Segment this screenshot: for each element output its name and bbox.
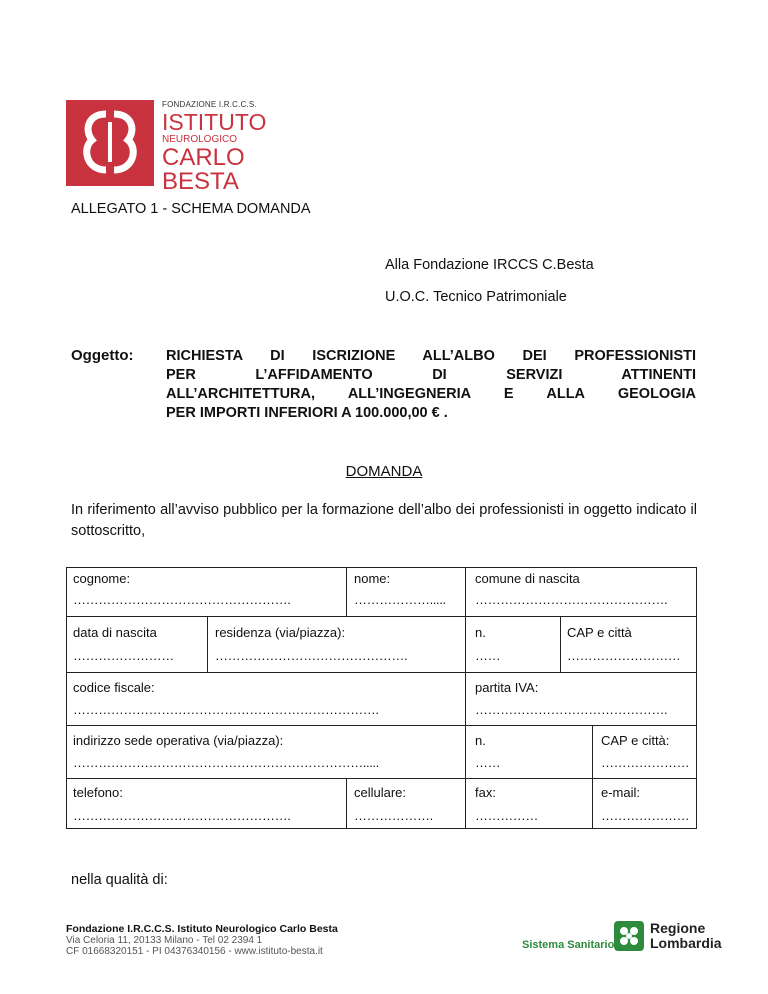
label-sede-operativa: indirizzo sede operativa (via/piazza): [73, 733, 284, 748]
oggetto-line4: PER IMPORTI INFERIORI A 100.000,00 € . [166, 405, 448, 421]
recipient-line1: Alla Fondazione IRCCS C.Besta [385, 257, 594, 273]
field-cap-citta[interactable]: ……………………… [567, 648, 681, 663]
oggetto-line3: ALL’ARCHITETTURA, ALL’INGEGNERIA E ALLA GEOLOGIA [166, 386, 696, 402]
allegato-title: ALLEGATO 1 - SCHEMA DOMANDA [71, 201, 311, 217]
label-cap-citta: CAP e città [567, 625, 632, 640]
label-data-nascita: data di nascita [73, 625, 157, 640]
footer-fiscal-line: CF 01668320151 - PI 04376340156 - www.istituto-besta.it [66, 946, 323, 957]
oggetto-line1: RICHIESTA DI ISCRIZIONE ALL’ALBO DEI PROFESSIONISTI [166, 348, 696, 364]
footer-address [66, 924, 338, 957]
field-cap-citta-sede[interactable]: ………………… [601, 755, 690, 770]
regione-label: Regione [650, 920, 706, 936]
sistema-sanitario-label: Sistema Sanitario [522, 939, 615, 951]
oggetto-label: Oggetto: [71, 347, 134, 364]
label-numero-sede: n. [475, 733, 486, 748]
intro-paragraph: In riferimento all’avviso pubblico per la formazione dell’albo dei professionisti in oggetto indicato il sottoscritto, [71, 502, 697, 539]
logo-line5: BESTA [162, 168, 239, 195]
footer-institution: Fondazione I.R.C.C.S. Istituto Neurologico Carlo Besta [66, 923, 338, 935]
regione-lombardia-logo [650, 921, 722, 951]
field-partita-iva[interactable]: ………………………………………. [475, 702, 668, 717]
footer-address-line: Via Celoria 11, 20133 Milano - Tel 02 2394 1 [66, 935, 263, 946]
logo-line3: NEUROLOGICO [162, 134, 238, 145]
recipient-line2: U.O.C. Tecnico Patrimoniale [385, 289, 567, 305]
label-telefono: telefono: [73, 785, 123, 800]
field-sede-operativa[interactable]: ……………………………………………………………..... [73, 755, 379, 770]
field-fax[interactable]: …………… [475, 808, 539, 823]
label-cellulare: cellulare: [354, 785, 407, 800]
field-numero[interactable]: …… [475, 648, 501, 663]
besta-logo-mark [66, 100, 154, 186]
qualita-label: nella qualità di: [71, 872, 168, 888]
field-comune-nascita[interactable]: ………………………………………. [475, 592, 668, 607]
label-numero: n. [475, 625, 486, 640]
label-nome: nome: [354, 571, 391, 586]
label-cap-citta-sede: CAP e città: [601, 733, 670, 748]
label-cognome: cognome: [73, 571, 131, 586]
field-residenza[interactable]: ………………………………………. [215, 648, 408, 663]
logo-line2: ISTITUTO [162, 109, 267, 135]
logo-line4: CARLO [162, 144, 245, 171]
field-telefono[interactable]: ……………………………………………. [73, 808, 291, 823]
label-comune-nascita: comune di nascita [475, 571, 580, 586]
field-nome[interactable]: ………………..... [354, 592, 446, 607]
logo-line1: FONDAZIONE I.R.C.C.S. [162, 100, 257, 109]
field-codice-fiscale[interactable]: ………………………………………………………………. [73, 702, 379, 717]
label-partita-iva: partita IVA: [475, 680, 539, 695]
field-data-nascita[interactable]: …………………… [73, 648, 174, 663]
applicant-form [66, 567, 697, 829]
label-email: e-mail: [601, 785, 641, 800]
field-cellulare[interactable]: ………………. [354, 808, 433, 823]
domanda-title: DOMANDA [345, 463, 423, 480]
lombardia-label: Lombardia [650, 935, 722, 951]
field-numero-sede[interactable]: …… [475, 755, 501, 770]
field-cognome[interactable]: ……………………………………………. [73, 592, 291, 607]
label-fax: fax: [475, 785, 496, 800]
oggetto-line2: PER L’AFFIDAMENTO DI SERVIZI ATTINENTI [166, 367, 696, 383]
label-residenza: residenza (via/piazza): [215, 625, 346, 640]
lombardia-rose-icon [614, 921, 644, 951]
besta-logo [66, 100, 267, 195]
field-email[interactable]: ………………… [601, 808, 690, 823]
label-codice-fiscale: codice fiscale: [73, 680, 155, 695]
oggetto-text [166, 347, 696, 423]
